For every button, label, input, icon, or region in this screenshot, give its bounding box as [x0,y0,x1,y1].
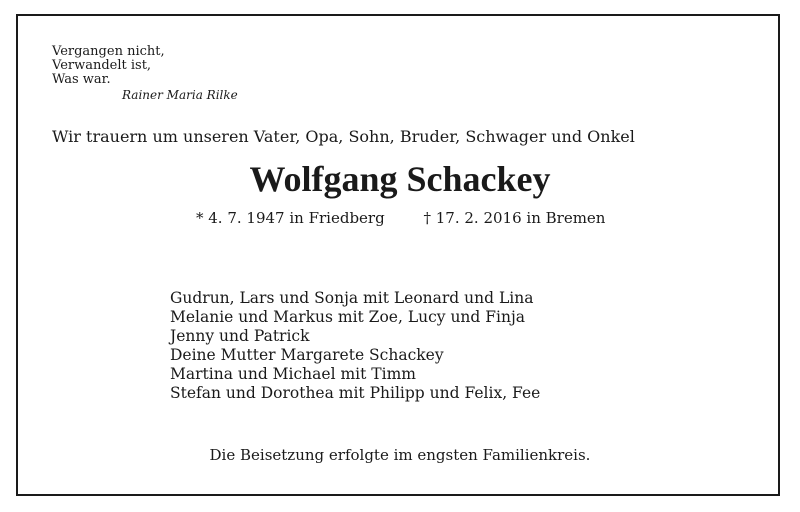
quote-author: Rainer Maria Rilke [122,88,238,102]
burial-note: Die Beisetzung erfolgte im engsten Familienkreis. [209,446,591,464]
quote-line: Verwandelt ist, [52,58,152,73]
mourner-line: Martina und Michael mit Timm [170,365,416,383]
quote-line: Was war. [52,72,111,87]
life-dates [196,209,605,227]
mourner-line: Stefan und Dorothea mit Philipp und Felix, Fee [170,384,541,402]
birth-date: * 4. 7. 1947 in Friedberg [196,209,385,227]
rilke-quote [52,45,165,87]
quote-line: Vergangen nicht, [52,44,165,59]
mourner-line: Jenny und Patrick [170,327,310,345]
deceased-name: Wolfgang Schackey [249,159,551,199]
mourner-line: Gudrun, Lars und Sonja mit Leonard und Lina [170,289,534,307]
mourners-list [170,289,540,403]
mourner-line: Deine Mutter Margarete Schackey [170,346,444,364]
death-date: † 17. 2. 2016 in Bremen [423,209,606,227]
mourner-line: Melanie und Markus mit Zoe, Lucy und Finja [170,308,526,326]
intro-text: Wir trauern um unseren Vater, Opa, Sohn, Bruder, Schwager und Onkel [52,127,635,146]
